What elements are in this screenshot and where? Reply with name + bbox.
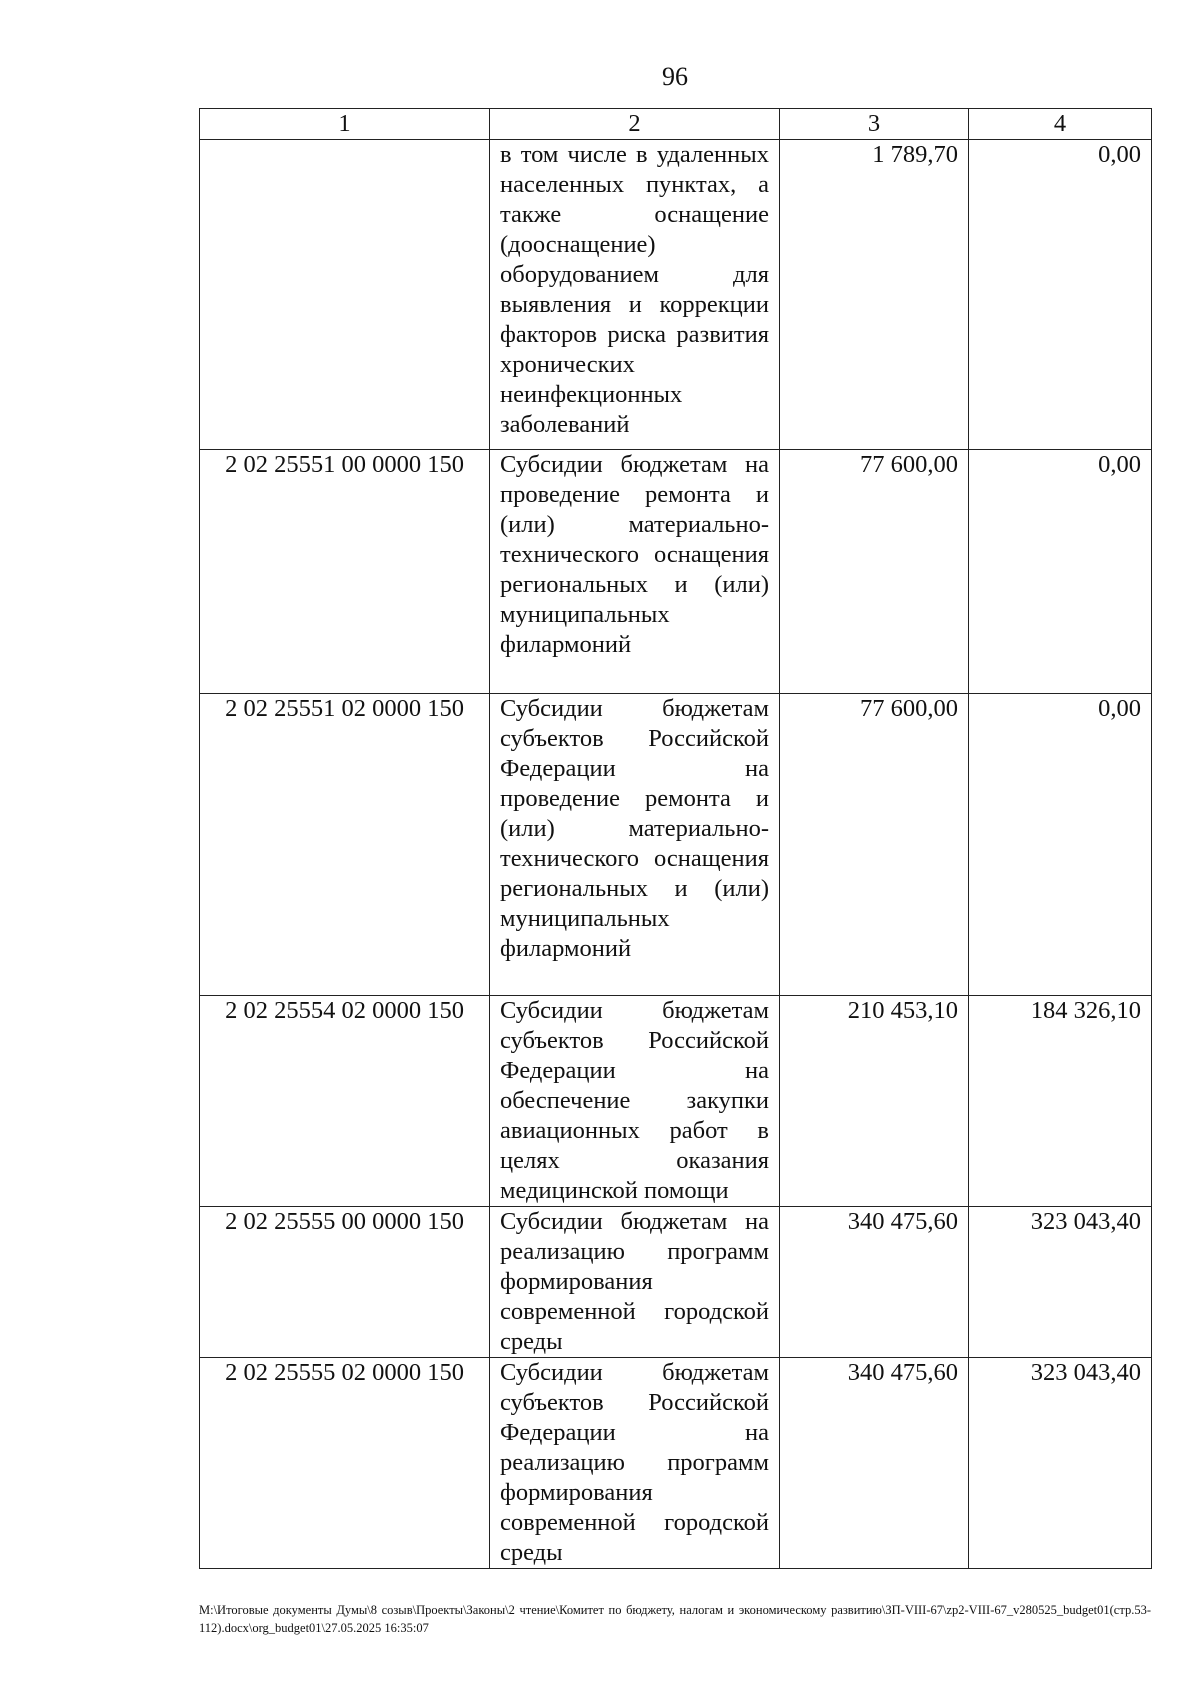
row-code: 2 02 25551 00 0000 150 — [200, 450, 490, 694]
row-value-4: 184 326,10 — [969, 996, 1152, 1207]
column-header-2: 2 — [490, 109, 780, 140]
row-description: Субсидии бюджетам субъектов Российской Федерации на проведение ремонта и (или) материально-технического оснащения региональных и (или) муниципальных филармоний — [490, 694, 780, 996]
column-header-1: 1 — [200, 109, 490, 140]
row-description: Субсидии бюджетам на реализацию программ формирования современной городской среды — [490, 1207, 780, 1358]
row-description: Субсидии бюджетам субъектов Российской Федерации на обеспечение закупки авиационных работ в целях оказания медицинской помощи — [490, 996, 780, 1207]
row-value-4: 0,00 — [969, 140, 1152, 450]
page-number: 96 — [662, 62, 688, 91]
footer-file-path: M:\Итоговые документы Думы\8 созыв\Проекты\Законы\2 чтение\Комитет по бюджету, налогам и экономическому развитию\ЗП-VIII-67\zp2-VIII-67_v280525_budget01(стр.53-112).docx\org_budget01\27.05.2025 16:35:07 — [199, 1603, 1151, 1635]
row-description: Субсидии бюджетам на проведение ремонта и (или) материально-технического оснащения региональных и (или) муниципальных филармоний — [490, 450, 780, 694]
row-value-3: 77 600,00 — [780, 450, 969, 694]
row-value-4: 0,00 — [969, 694, 1152, 996]
row-value-4: 323 043,40 — [969, 1358, 1152, 1569]
row-code: 2 02 25555 00 0000 150 — [200, 1207, 490, 1358]
row-code: 2 02 25555 02 0000 150 — [200, 1358, 490, 1569]
row-code: 2 02 25551 02 0000 150 — [200, 694, 490, 996]
row-value-3: 340 475,60 — [780, 1207, 969, 1358]
table-row — [200, 1207, 1152, 1358]
table-row — [200, 1358, 1152, 1569]
table-row — [200, 996, 1152, 1207]
row-value-4: 0,00 — [969, 450, 1152, 694]
row-value-4: 323 043,40 — [969, 1207, 1152, 1358]
row-code — [200, 140, 490, 450]
row-value-3: 340 475,60 — [780, 1358, 969, 1569]
column-header-3: 3 — [780, 109, 969, 140]
budget-table — [199, 108, 1152, 1569]
table-row — [200, 450, 1152, 694]
row-value-3: 1 789,70 — [780, 140, 969, 450]
row-description: Субсидии бюджетам субъектов Российской Федерации на реализацию программ формирования современной городской среды — [490, 1358, 780, 1569]
row-description: в том числе в удаленных населенных пунктах, а также оснащение (дооснащение) оборудованием для выявления и коррекции факторов риска развития хронических неинфекционных заболеваний — [490, 140, 780, 450]
column-header-4: 4 — [969, 109, 1152, 140]
table-header-row — [200, 109, 1152, 140]
row-value-3: 77 600,00 — [780, 694, 969, 996]
table-row — [200, 694, 1152, 996]
row-value-3: 210 453,10 — [780, 996, 969, 1207]
row-code: 2 02 25554 02 0000 150 — [200, 996, 490, 1207]
table-row — [200, 140, 1152, 450]
